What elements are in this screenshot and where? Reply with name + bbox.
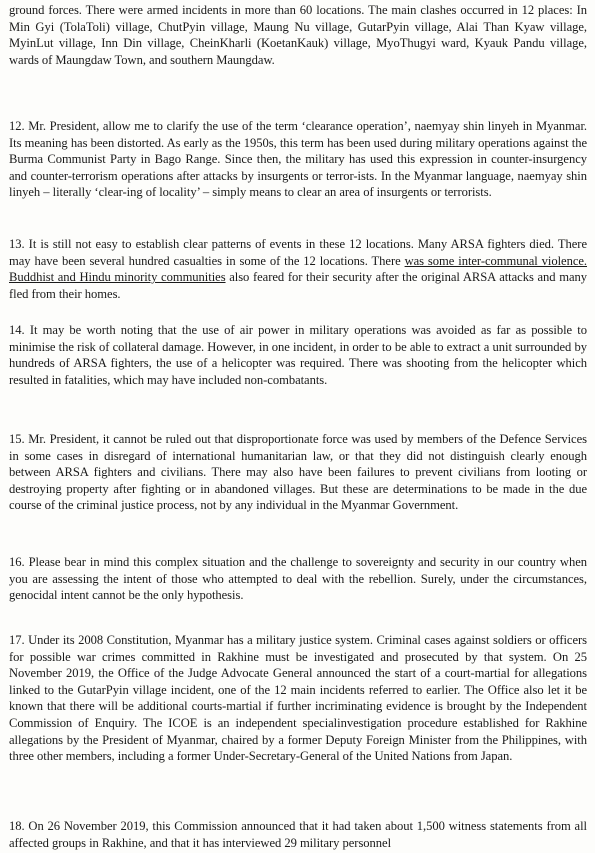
paragraph-13 [9, 236, 587, 302]
paragraph-18: 18. On 26 November 2019, this Commission announced that it had taken about 1,500 witness statements from all affected groups in Rakhine, and that it has interviewed 29 military personnel [9, 819, 587, 850]
paragraph-11-continued: ground forces. There were armed incidents in more than 60 locations. The main clashes occurred in 12 places: In Min Gyi (TolaToli) village, ChutPyin village, Maung Nu village, GutarPyin village, Alai Than Kyaw village, MyinLut village, Inn Din village, CheinKharli (KoetanKauk) village, MyoThugyi ward, Kyauk Pandu village, wards of Maungdaw Town, and southern Maungdaw. [9, 3, 587, 67]
paragraph-12: 12. Mr. President, allow me to clarify the use of the term ‘clearance operation’, naemyay shin linyeh in Myanmar. Its meaning has been distorted. As early as the 1950s, this term has been used during military operations against the Burma Communist Party in Bago Range. Since then, the military has used this expression in counter-insurgency and counter-terrorism operations after attacks by insurgents or terror-ists. In the Myanmar language, naemyay shin linyeh – literally ‘clear-ing of locality’ – simply means to clear an area of insurgents or terrorists. [9, 119, 587, 200]
paragraph-13-underlined-text: was some inter-communal violence. Buddhist and Hindu minority communities [9, 253, 588, 285]
paragraph-15: 15. Mr. President, it cannot be ruled out that disproportionate force was used by members of the Defence Services in some cases in disregard of international humanitarian law, or that they did not distinguish clearly enough between ARSA fighters and civilians. There may also have been failures to prevent civilians from looting or destroying property after fighting or in abandoned villages. But these are determinations to be made in the due course of the criminal justice process, not by any individual in the Myanmar Government. [9, 432, 587, 513]
paragraph-17: 17. Under its 2008 Constitution, Myanmar has a military justice system. Criminal cases against soldiers or officers for possible war crimes committed in Rakhine must be investigated and prosecuted by that system. On 25 November 2019, the Office of the Judge Advocate General announced the start of a court-martial for allegations linked to the GutarPyin village incident, one of the 12 main incidents referred to earlier. The Office also let it be known that there will be additional courts-martial if further incriminating evidence is brought by the Independent Commission of Enquiry. The ICOE is an independent specialinvestigation procedure established for Rakhine allegations by the President of Myanmar, chaired by a former Deputy Foreign Minister from the Philippines, with three other members, including a former Under-Secretary-General of the United Nations from Japan. [9, 633, 587, 764]
paragraph-13-text-end: also feared for their security after the original ARSA attacks and many fled from their homes. [9, 270, 587, 301]
paragraph-13-text-start: 13. It is still not easy to establish clear patterns of events in these 12 locations. Many ARSA fighters died. There may have been several hundred casualties in some of the 12 locations. There [9, 237, 587, 268]
paragraph-16: 16. Please bear in mind this complex situation and the challenge to sovereignty and security in our country when you are assessing the intent of those who attempted to deal with the rebellion. Surely, under the circumstances, genocidal intent cannot be the only hypothesis. [9, 555, 587, 603]
paragraph-14: 14. It may be worth noting that the use of air power in military operations was avoided as far as possible to minimise the risk of collateral damage. However, in one incident, in order to be able to extract a unit surrounded by hundreds of ARSA fighters, the use of a helicopter was required. There was shooting from the helicopter which resulted in fatalities, which may have included non-combatants. [9, 323, 587, 387]
